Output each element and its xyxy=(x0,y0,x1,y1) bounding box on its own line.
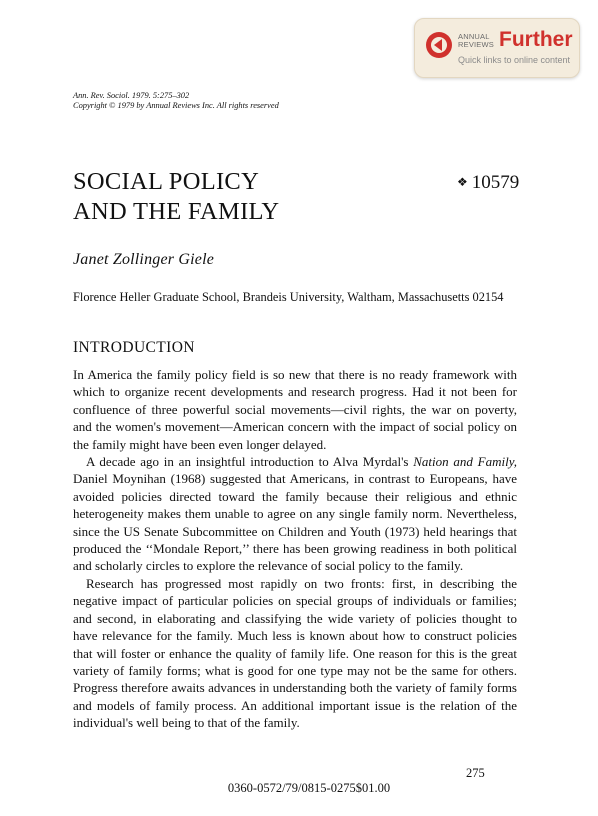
reference-number xyxy=(457,172,519,194)
paragraph-1: In America the family policy field is so new that there is no ready framework with which to organize recent developments and research progress. Had it not been for confluence of three powerful social movements—civil rights, the war on poverty, and the women's movement—American concern with the impact of social policy on the family might have been even longer delayed. xyxy=(73,367,517,452)
article-title xyxy=(73,167,279,227)
paragraph-3: Research has progressed most rapidly on two fronts: first, in describing the negative impact of particular policies on special groups of individuals or families; and second, in elaborating and classifying the wide variety of policies thought to have relevance for the family. Much less is known about how to construct policies that will foster or enhance the quality of family life. One reason for this is the great variety of family forms; what is good for one type may not be the same for others. Progress therefore awaits advances in understanding both the variety of family forms and models of family process. An additional important issue is the relation of the individual's well being to that of the family. xyxy=(73,575,517,731)
citation: Ann. Rev. Sociol. 1979. 5:275–302 xyxy=(73,91,190,100)
annual-reviews-logo-icon xyxy=(425,31,453,59)
paragraph-2 xyxy=(73,453,517,575)
paragraph-2-end: Daniel Moynihan (1968) suggested that Americans, in contrast to Europeans, have avoided policies directed toward the family because their religious and ethnic heterogeneity makes them unable to agree on any single family norm. Nevertheless, since the US Senate Subcommittee on Children and Youth (1973) held hearings that produced the ‘‘Mondale Report,’’ there has been growing readiness in both political and scholarly circles to explore the relevance of social policy to the family. xyxy=(73,471,517,574)
title-line-1: SOCIAL POLICY xyxy=(73,168,260,195)
body-text xyxy=(73,366,517,732)
page-number: 275 xyxy=(466,766,485,780)
article-code: 0360-0572/79/0815-0275$01.00 xyxy=(227,781,391,795)
author-affiliation: Florence Heller Graduate School, Brandeis University, Waltham, Massachusetts 02154 xyxy=(73,290,504,304)
paragraph-2-start: A decade ago in an insightful introduction to Alva Myrdal's xyxy=(86,454,414,470)
badge-title[interactable]: Further xyxy=(499,28,573,51)
diamond-icon: ❖ xyxy=(457,175,468,189)
author-name: Janet Zollinger Giele xyxy=(73,251,215,268)
badge-brand-line1: ANNUAL xyxy=(458,32,490,41)
section-heading: INTRODUCTION xyxy=(73,339,195,356)
further-badge[interactable] xyxy=(414,18,580,78)
journal-header xyxy=(73,91,279,111)
reference-number-value: 10579 xyxy=(471,172,520,193)
badge-brand-line2: REVIEWS xyxy=(458,40,494,49)
badge-brand xyxy=(458,33,494,49)
title-line-2: AND THE FAMILY xyxy=(73,198,280,225)
copyright: Copyright © 1979 by Annual Reviews Inc. All rights reserved xyxy=(73,101,279,110)
badge-subtitle[interactable]: Quick links to online content xyxy=(458,55,571,65)
book-title: Nation and Family, xyxy=(413,454,518,470)
